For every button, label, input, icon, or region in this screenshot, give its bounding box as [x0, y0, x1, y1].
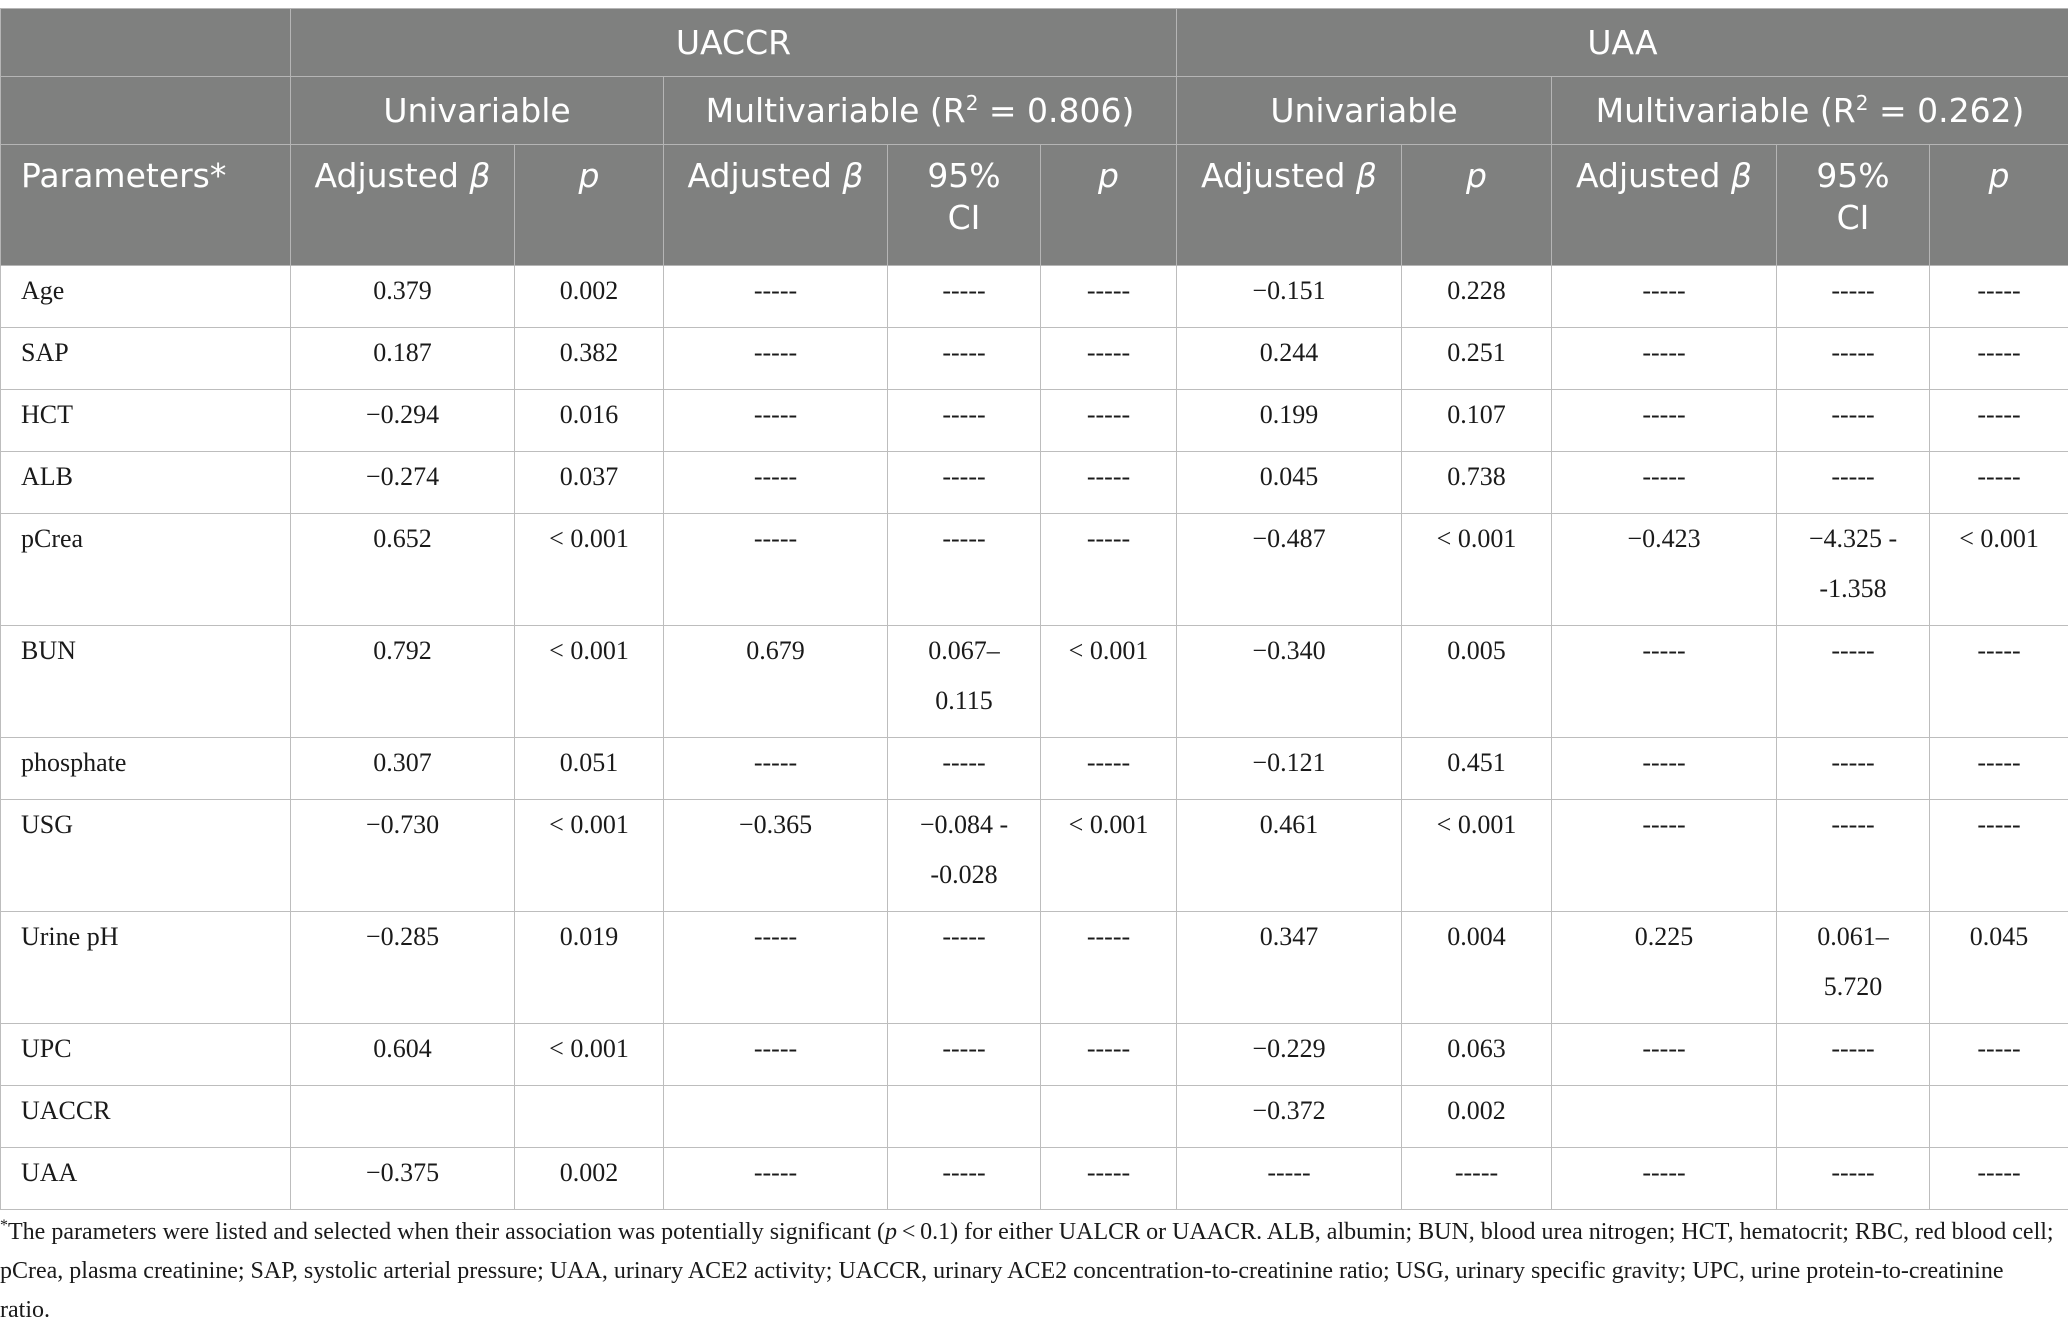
uaccr-multivariable-p-cell: ----- — [1041, 1024, 1177, 1086]
uaccr-multivariable-ci-line: −0.084 - — [920, 810, 1008, 839]
uaccr-multivariable-ci-cell — [888, 390, 1041, 452]
header-row-columns — [1, 145, 2068, 266]
uaccr-multivariable-ci-line: 0.115 — [935, 686, 993, 715]
uaa-multivariable-p-cell: ----- — [1930, 800, 2068, 912]
uaa-multivariable-beta-cell — [1552, 1086, 1777, 1148]
header-adjusted-beta — [1177, 145, 1402, 266]
header-uaa-univariable: Univariable — [1177, 77, 1552, 145]
header-p — [515, 145, 664, 266]
parameter-cell: USG — [1, 800, 291, 912]
uaa-multivariable-beta-cell: ----- — [1552, 738, 1777, 800]
header-p — [1930, 145, 2068, 266]
uaccr-univariable-beta-cell: 0.379 — [291, 266, 515, 328]
uaccr-multivariable-p-cell: ----- — [1041, 452, 1177, 514]
table-row — [1, 1086, 2068, 1148]
parameter-cell: UACCR — [1, 1086, 291, 1148]
uaa-multivariable-ci-cell — [1777, 626, 1930, 738]
uaccr-univariable-beta-cell: 0.307 — [291, 738, 515, 800]
uaa-multivariable-p-cell: < 0.001 — [1930, 514, 2068, 626]
uaccr-multivariable-ci-cell — [888, 800, 1041, 912]
header-p — [1041, 145, 1177, 266]
uaa-multivariable-ci-line: ----- — [1831, 810, 1874, 839]
p-symbol: p — [1989, 156, 2010, 195]
uaccr-multivariable-ci-line: ----- — [942, 1158, 985, 1187]
uaa-univariable-beta-cell: −0.151 — [1177, 266, 1402, 328]
parameter-cell: ALB — [1, 452, 291, 514]
uaccr-multivariable-ci-line: 0.067– — [928, 636, 1000, 665]
uaa-multivariable-ci-line: 0.061– — [1817, 922, 1889, 951]
uaa-univariable-beta-cell: −0.340 — [1177, 626, 1402, 738]
uaa-univariable-p-cell: 0.063 — [1402, 1024, 1552, 1086]
p-symbol: p — [579, 156, 600, 195]
uaccr-univariable-beta-cell: 0.187 — [291, 328, 515, 390]
uaccr-univariable-beta-cell: −0.274 — [291, 452, 515, 514]
uaccr-univariable-p-cell: 0.002 — [515, 1148, 664, 1210]
uaccr-multivariable-beta-cell: −0.365 — [664, 800, 888, 912]
uaa-multivariable-ci-line: ----- — [1831, 276, 1874, 305]
ci-line2: CI — [948, 198, 981, 237]
uaccr-multivariable-beta-cell: ----- — [664, 1148, 888, 1210]
uaa-multivariable-beta-cell: ----- — [1552, 328, 1777, 390]
uaa-univariable-beta-cell: −0.229 — [1177, 1024, 1402, 1086]
header-ci — [888, 145, 1041, 266]
footnote-text-2: < 0.1) for either UALCR or UAACR. ALB, albumin; BUN, blood urea nitrogen; HCT, hematocrit; RBC, red blood cell; pCrea, plasma creatinine; SAP, systolic arterial pressure; UAA, urinary ACE2 activity; UACCR, urinary ACE2 concentration-to-creatinine ratio; USG, urinary specific gravity; UPC, urine protein-to-creatinine ratio. — [0, 1219, 2054, 1323]
parameter-cell: BUN — [1, 626, 291, 738]
header-p — [1402, 145, 1552, 266]
uaccr-multivariable-ci-cell — [888, 266, 1041, 328]
footnote-paragraph — [0, 1206, 2058, 1330]
uaccr-multivariable-ci-cell — [888, 514, 1041, 626]
uaa-multivariable-ci-cell — [1777, 912, 1930, 1024]
uaa-multivariable-beta-cell: ----- — [1552, 800, 1777, 912]
uaa-multivariable-ci-cell — [1777, 1148, 1930, 1210]
uaa-multivariable-p-cell: ----- — [1930, 738, 2068, 800]
uaccr-multivariable-ci-line: ----- — [942, 524, 985, 553]
uaccr-multivariable-ci-line: ----- — [942, 276, 985, 305]
uaccr-univariable-p-cell: 0.016 — [515, 390, 664, 452]
uaa-multivariable-ci-line: ----- — [1831, 462, 1874, 491]
uaccr-multivariable-beta-cell: ----- — [664, 390, 888, 452]
uaccr-multivariable-beta-cell: 0.679 — [664, 626, 888, 738]
table-row — [1, 390, 2068, 452]
uaa-univariable-beta-cell: ----- — [1177, 1148, 1402, 1210]
uaccr-univariable-p-cell: < 0.001 — [515, 1024, 664, 1086]
uaccr-univariable-p-cell: 0.037 — [515, 452, 664, 514]
ci-line1: 95% — [1816, 156, 1889, 195]
uaa-univariable-p-cell: 0.004 — [1402, 912, 1552, 1024]
beta-symbol: β — [842, 156, 863, 195]
uaccr-multivariable-ci-cell — [888, 328, 1041, 390]
uaa-multivariable-beta-cell: −0.423 — [1552, 514, 1777, 626]
uaa-multivariable-beta-cell: ----- — [1552, 1024, 1777, 1086]
uaccr-univariable-beta-cell: 0.652 — [291, 514, 515, 626]
regression-table — [0, 8, 2068, 1210]
adjusted-label: Adjusted — [1201, 156, 1356, 195]
ci-line2: CI — [1837, 198, 1870, 237]
uaa-multivariable-ci-cell — [1777, 514, 1930, 626]
uaa-univariable-p-cell: 0.228 — [1402, 266, 1552, 328]
header-blank — [1, 9, 291, 77]
parameter-cell: Urine pH — [1, 912, 291, 1024]
uaa-multivariable-beta-cell: ----- — [1552, 626, 1777, 738]
uaa-univariable-p-cell: < 0.001 — [1402, 514, 1552, 626]
uaccr-multivariable-beta-cell: ----- — [664, 328, 888, 390]
uaa-multivariable-p-cell: ----- — [1930, 1024, 2068, 1086]
header-adjusted-beta — [291, 145, 515, 266]
uaa-univariable-beta-cell: 0.199 — [1177, 390, 1402, 452]
uaccr-univariable-beta-cell: 0.792 — [291, 626, 515, 738]
uaccr-multivariable-p-cell: ----- — [1041, 514, 1177, 626]
uaa-multivariable-ci-line: ----- — [1831, 1158, 1874, 1187]
uaccr-multivariable-ci-cell — [888, 1086, 1041, 1148]
p-symbol: p — [1098, 156, 1119, 195]
uaccr-multivariable-p-cell — [1041, 1086, 1177, 1148]
header-row-groups — [1, 9, 2068, 77]
adjusted-label: Adjusted — [1576, 156, 1731, 195]
uaccr-multivariable-ci-line: ----- — [942, 400, 985, 429]
uaa-multivariable-ci-cell — [1777, 452, 1930, 514]
uaccr-multivariable-p-cell: ----- — [1041, 328, 1177, 390]
table-row — [1, 328, 2068, 390]
uaa-multivariable-ci-line: −4.325 - — [1809, 524, 1897, 553]
uaccr-univariable-beta-cell — [291, 1086, 515, 1148]
uaa-univariable-p-cell: 0.005 — [1402, 626, 1552, 738]
uaa-univariable-p-cell: < 0.001 — [1402, 800, 1552, 912]
uaa-univariable-beta-cell: 0.244 — [1177, 328, 1402, 390]
header-uaccr-univariable: Univariable — [291, 77, 664, 145]
uaa-multivariable-p-cell: ----- — [1930, 626, 2068, 738]
uaa-univariable-p-cell: 0.738 — [1402, 452, 1552, 514]
uaccr-multivariable-p-cell: ----- — [1041, 266, 1177, 328]
parameter-cell: SAP — [1, 328, 291, 390]
table-body — [1, 266, 2068, 1210]
uaa-r2-superscript: 2 — [1856, 91, 1869, 115]
uaa-multivariable-label: Multivariable (R — [1596, 91, 1856, 130]
uaccr-multivariable-ci-cell — [888, 626, 1041, 738]
uaa-univariable-p-cell: 0.251 — [1402, 328, 1552, 390]
uaa-multivariable-beta-cell: 0.225 — [1552, 912, 1777, 1024]
uaccr-univariable-p-cell: < 0.001 — [515, 514, 664, 626]
uaa-univariable-p-cell: ----- — [1402, 1148, 1552, 1210]
uaccr-univariable-p-cell: < 0.001 — [515, 626, 664, 738]
footnote-text-1: The parameters were listed and selected when their association was potentially significant ( — [8, 1219, 885, 1245]
parameter-cell: Age — [1, 266, 291, 328]
uaccr-multivariable-ci-line: ----- — [942, 462, 985, 491]
uaccr-univariable-p-cell: 0.051 — [515, 738, 664, 800]
footnote — [0, 1206, 2058, 1330]
uaccr-multivariable-beta-cell: ----- — [664, 912, 888, 1024]
uaa-univariable-beta-cell: −0.121 — [1177, 738, 1402, 800]
uaccr-multivariable-ci-line: ----- — [942, 1034, 985, 1063]
uaccr-multivariable-ci-line: ----- — [942, 922, 985, 951]
uaccr-r2-value: = 0.806) — [978, 91, 1134, 130]
uaa-multivariable-ci-cell — [1777, 328, 1930, 390]
header-parameters: Parameters* — [1, 145, 291, 266]
header-ci — [1777, 145, 1930, 266]
table-row — [1, 266, 2068, 328]
uaa-multivariable-ci-line: -1.358 — [1819, 574, 1886, 603]
uaccr-univariable-beta-cell: −0.730 — [291, 800, 515, 912]
uaccr-multivariable-p-cell: < 0.001 — [1041, 800, 1177, 912]
ci-line1: 95% — [927, 156, 1000, 195]
header-blank-2 — [1, 77, 291, 145]
uaa-multivariable-ci-line: 5.720 — [1824, 972, 1883, 1001]
beta-symbol: β — [469, 156, 490, 195]
parameter-cell: UAA — [1, 1148, 291, 1210]
uaa-multivariable-ci-cell — [1777, 800, 1930, 912]
parameter-cell: phosphate — [1, 738, 291, 800]
uaccr-univariable-p-cell: 0.382 — [515, 328, 664, 390]
uaa-multivariable-ci-cell — [1777, 1024, 1930, 1086]
uaa-multivariable-ci-line: ----- — [1831, 338, 1874, 367]
header-adjusted-beta — [1552, 145, 1777, 266]
uaa-r2-value: = 0.262) — [1868, 91, 2024, 130]
footnote-star: * — [0, 1217, 8, 1234]
header-uaa: UAA — [1177, 9, 2068, 77]
uaccr-univariable-p-cell: < 0.001 — [515, 800, 664, 912]
uaa-multivariable-ci-cell — [1777, 390, 1930, 452]
uaa-multivariable-beta-cell: ----- — [1552, 390, 1777, 452]
header-adjusted-beta — [664, 145, 888, 266]
uaa-univariable-p-cell: 0.002 — [1402, 1086, 1552, 1148]
table-row — [1, 912, 2068, 1024]
uaccr-multivariable-ci-cell — [888, 1148, 1041, 1210]
uaccr-univariable-p-cell: 0.002 — [515, 266, 664, 328]
uaccr-multivariable-ci-cell — [888, 912, 1041, 1024]
header-uaccr-multivariable — [664, 77, 1177, 145]
adjusted-label: Adjusted — [315, 156, 470, 195]
uaa-univariable-beta-cell: 0.045 — [1177, 452, 1402, 514]
adjusted-label: Adjusted — [688, 156, 843, 195]
p-symbol: p — [1466, 156, 1487, 195]
uaccr-multivariable-beta-cell: ----- — [664, 738, 888, 800]
uaa-multivariable-ci-line: ----- — [1831, 748, 1874, 777]
uaa-multivariable-ci-line: ----- — [1831, 400, 1874, 429]
table-row — [1, 514, 2068, 626]
beta-symbol: β — [1731, 156, 1752, 195]
uaa-univariable-p-cell: 0.107 — [1402, 390, 1552, 452]
uaa-multivariable-p-cell: ----- — [1930, 390, 2068, 452]
uaa-univariable-beta-cell: 0.347 — [1177, 912, 1402, 1024]
header-uaccr: UACCR — [291, 9, 1177, 77]
uaa-multivariable-p-cell: ----- — [1930, 1148, 2068, 1210]
uaa-multivariable-ci-cell — [1777, 738, 1930, 800]
uaccr-multivariable-beta-cell: ----- — [664, 514, 888, 626]
uaccr-univariable-beta-cell: −0.294 — [291, 390, 515, 452]
uaccr-multivariable-beta-cell: ----- — [664, 1024, 888, 1086]
uaa-multivariable-ci-line: ----- — [1831, 1034, 1874, 1063]
uaccr-multivariable-ci-cell — [888, 1024, 1041, 1086]
uaccr-multivariable-p-cell: < 0.001 — [1041, 626, 1177, 738]
uaccr-univariable-p-cell: 0.019 — [515, 912, 664, 1024]
uaa-multivariable-beta-cell: ----- — [1552, 452, 1777, 514]
table-row — [1, 452, 2068, 514]
table-row — [1, 738, 2068, 800]
uaccr-multivariable-ci-line: ----- — [942, 748, 985, 777]
beta-symbol: β — [1356, 156, 1377, 195]
uaa-univariable-p-cell: 0.451 — [1402, 738, 1552, 800]
uaa-multivariable-beta-cell: ----- — [1552, 266, 1777, 328]
uaccr-multivariable-beta-cell — [664, 1086, 888, 1148]
uaccr-univariable-beta-cell: −0.375 — [291, 1148, 515, 1210]
uaccr-univariable-beta-cell: 0.604 — [291, 1024, 515, 1086]
parameter-cell: pCrea — [1, 514, 291, 626]
uaa-univariable-beta-cell: −0.487 — [1177, 514, 1402, 626]
uaccr-multivariable-p-cell: ----- — [1041, 390, 1177, 452]
uaa-multivariable-p-cell — [1930, 1086, 2068, 1148]
uaccr-univariable-beta-cell: −0.285 — [291, 912, 515, 1024]
uaa-multivariable-p-cell: ----- — [1930, 452, 2068, 514]
uaa-multivariable-p-cell: 0.045 — [1930, 912, 2068, 1024]
header-row-models — [1, 77, 2068, 145]
uaccr-multivariable-ci-line: ----- — [942, 338, 985, 367]
uaa-multivariable-p-cell: ----- — [1930, 266, 2068, 328]
uaa-multivariable-ci-cell — [1777, 266, 1930, 328]
uaa-multivariable-beta-cell: ----- — [1552, 1148, 1777, 1210]
uaccr-multivariable-p-cell: ----- — [1041, 912, 1177, 1024]
uaccr-multivariable-label: Multivariable (R — [706, 91, 966, 130]
uaccr-multivariable-p-cell: ----- — [1041, 738, 1177, 800]
uaccr-r2-superscript: 2 — [966, 91, 979, 115]
uaccr-univariable-p-cell — [515, 1086, 664, 1148]
uaa-multivariable-p-cell: ----- — [1930, 328, 2068, 390]
parameter-cell: UPC — [1, 1024, 291, 1086]
uaa-univariable-beta-cell: −0.372 — [1177, 1086, 1402, 1148]
uaccr-multivariable-ci-line: -0.028 — [930, 860, 997, 889]
uaccr-multivariable-p-cell: ----- — [1041, 1148, 1177, 1210]
table-row — [1, 1024, 2068, 1086]
parameter-cell: HCT — [1, 390, 291, 452]
table-row — [1, 626, 2068, 738]
uaa-multivariable-ci-cell — [1777, 1086, 1930, 1148]
uaccr-multivariable-ci-cell — [888, 452, 1041, 514]
uaccr-multivariable-ci-cell — [888, 738, 1041, 800]
uaa-multivariable-ci-line: ----- — [1831, 636, 1874, 665]
table-row — [1, 1148, 2068, 1210]
uaa-univariable-beta-cell: 0.461 — [1177, 800, 1402, 912]
uaccr-multivariable-beta-cell: ----- — [664, 266, 888, 328]
uaccr-multivariable-beta-cell: ----- — [664, 452, 888, 514]
footnote-p-symbol: p — [885, 1219, 897, 1245]
table-row — [1, 800, 2068, 912]
header-uaa-multivariable — [1552, 77, 2068, 145]
